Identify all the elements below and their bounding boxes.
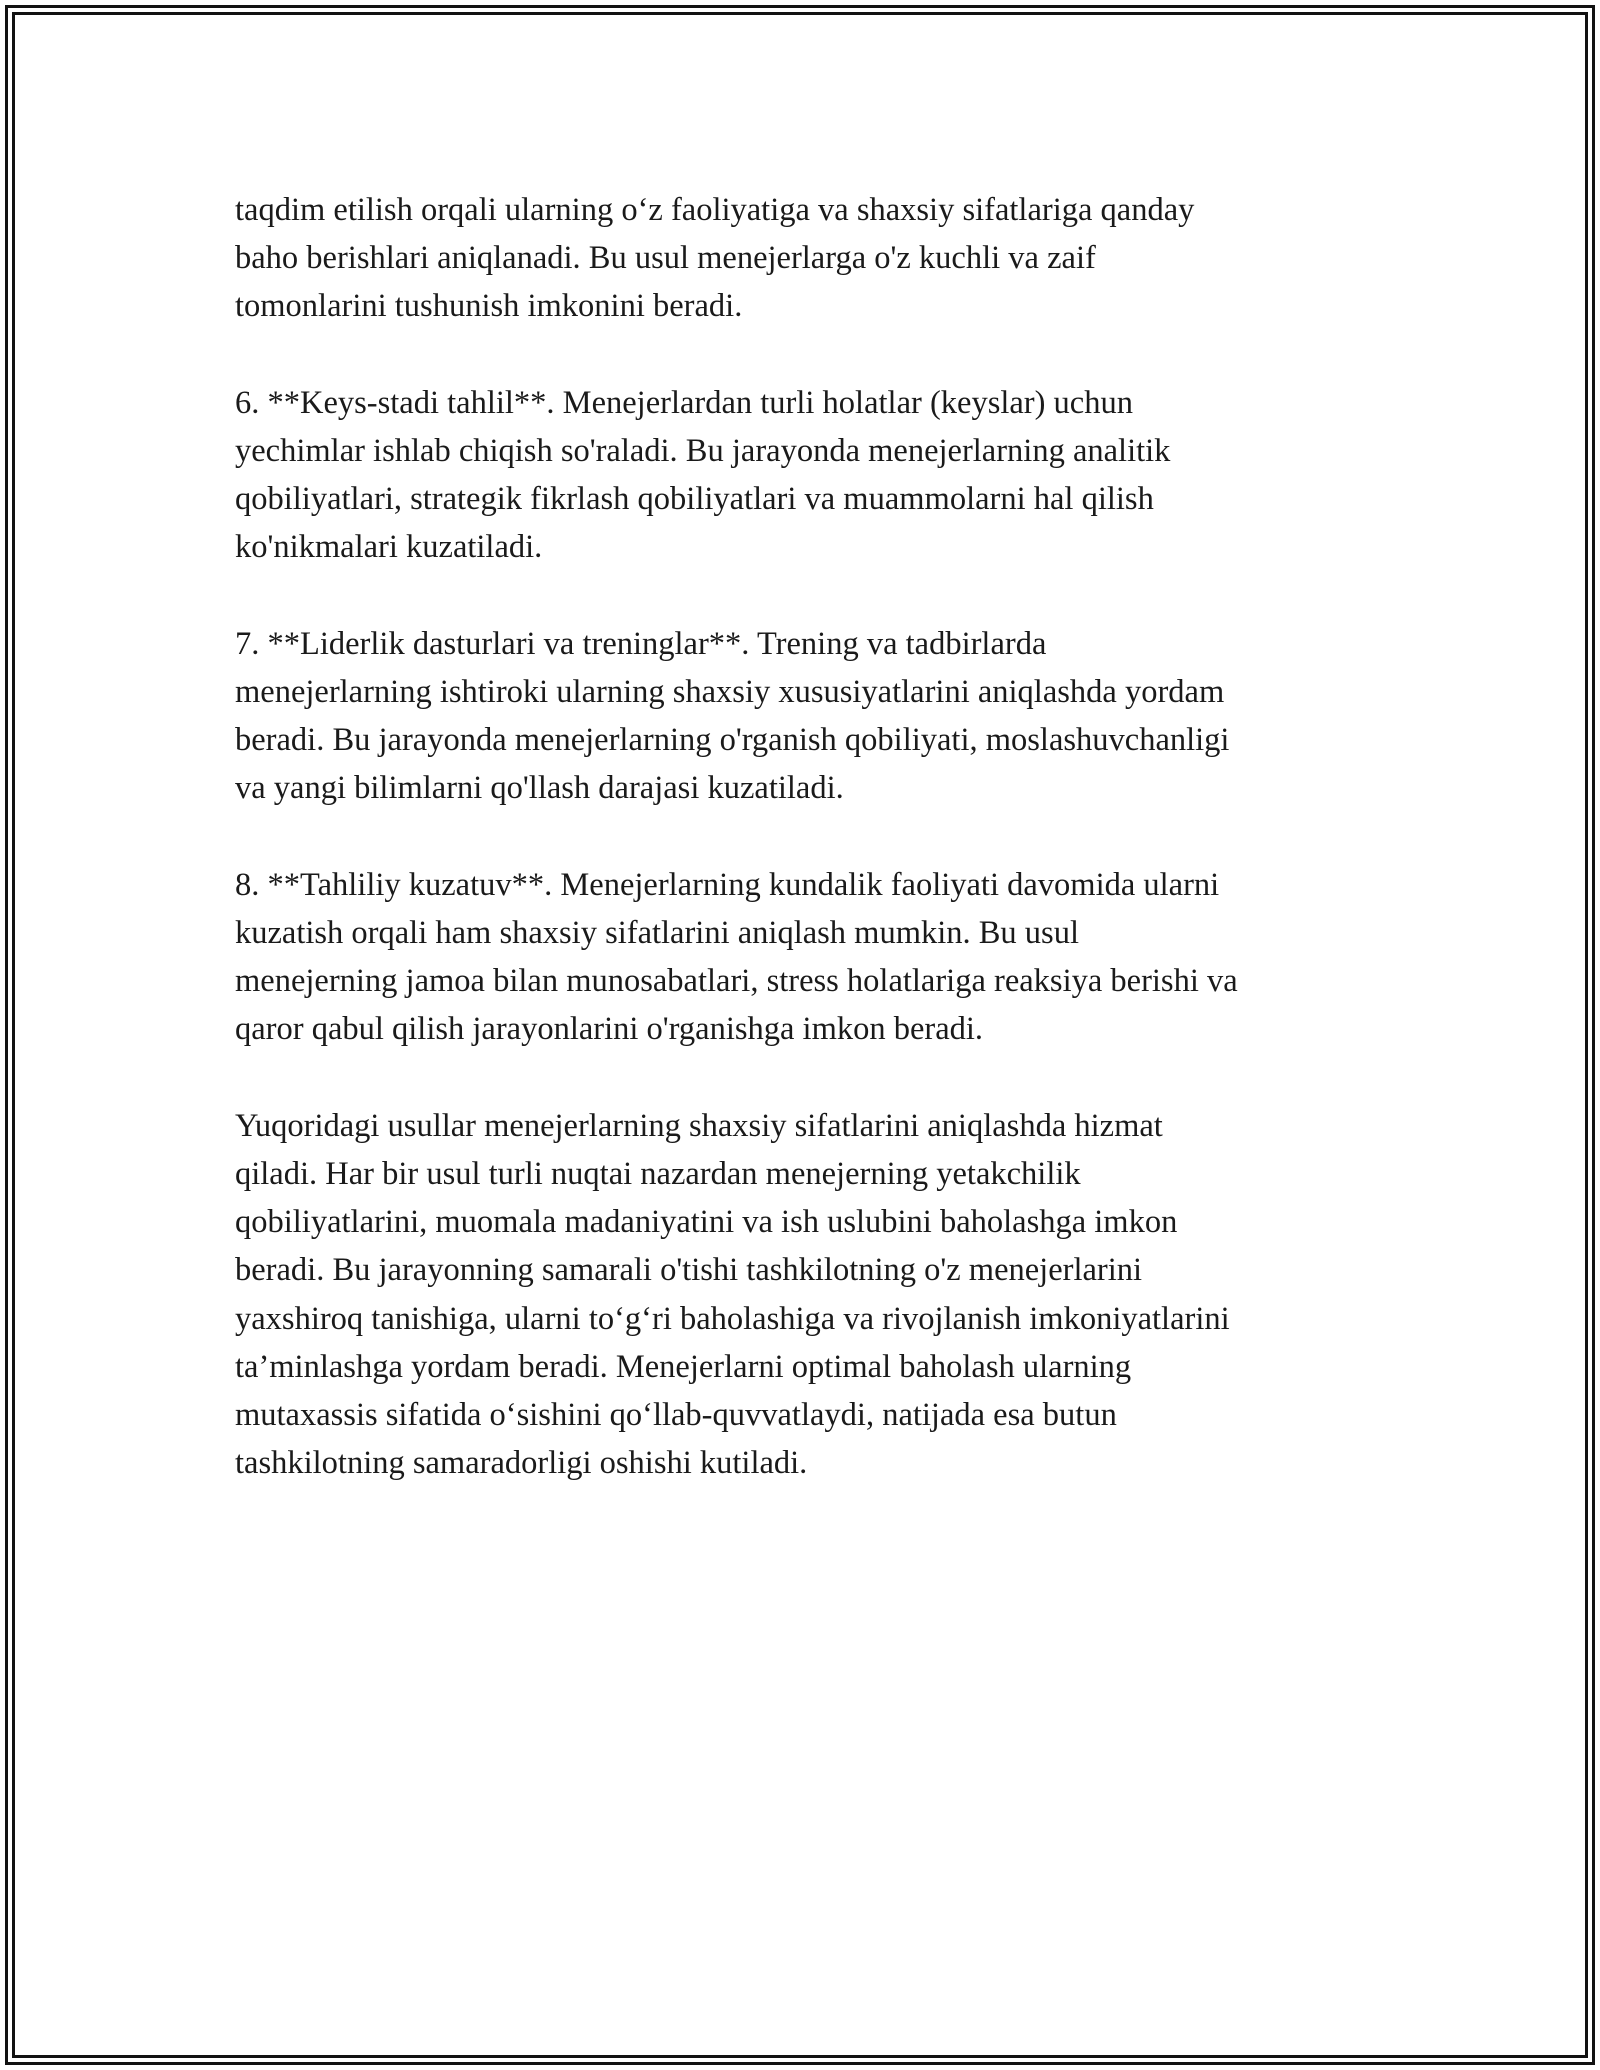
text-line: menejerlarning ishtiroki ularning shaxsiy xususiyatlarini aniqlashda yordam (235, 674, 1225, 710)
paragraph-conclusion (235, 1102, 1375, 1488)
paragraph-leadership-programs (235, 620, 1375, 813)
text-line: yaxshiroq tanishiga, ularni to‘g‘ri baholashiga va rivojlanish imkoniyatlarini (235, 1300, 1230, 1337)
text-line: mutaxassis sifatida o‘sishini qo‘llab-quvvatlaydi, natijada esa butun (235, 1397, 1117, 1434)
text-line: 6. **Keys-stadi tahlil**. Menejerlardan turli holatlar (keyslar) uchun (235, 384, 1133, 421)
text-line: qobiliyatlari, strategik fikrlash qobiliyatlari va muammolarni hal qilish (235, 481, 1154, 518)
text-line: baho berishlari aniqlanadi. Bu usul menejerlarga o'z kuchli va zaif (235, 240, 1096, 277)
paragraph-self-assessment-continued (235, 186, 1375, 331)
text-line: qobiliyatlarini, muomala madaniyatini va ish uslubini baholashga imkon (235, 1204, 1178, 1241)
text-line: tomonlarini tushunish imkonini beradi. (235, 288, 743, 325)
text-line: beradi. Bu jarayonning samarali o'tishi tashkilotning o'z menejerlarini (235, 1252, 1143, 1289)
text-line: qiladi. Har bir usul turli nuqtai nazardan menejerning yetakchilik (235, 1156, 1081, 1192)
text-line: yechimlar ishlab chiqish so'raladi. Bu jarayonda menejerlarning analitik (235, 433, 1171, 469)
text-line: kuzatish orqali ham shaxsiy sifatlarini aniqlash mumkin. Bu usul (235, 915, 1079, 951)
text-line: 8. **Tahliliy kuzatuv**. Menejerlarning kundalik faoliyati davomida ularni (235, 866, 1220, 903)
text-line: Yuqoridagi usullar menejerlarning shaxsiy sifatlarini aniqlashda hizmat (235, 1107, 1163, 1144)
text-line: tashkilotning samaradorligi oshishi kutiladi. (235, 1445, 808, 1482)
text-line: menejerning jamoa bilan munosabatlari, stress holatlariga reaksiya berishi va (235, 963, 1238, 1000)
document-body (235, 186, 1375, 1536)
text-line: taqdim etilish orqali ularning o‘z faoliyatiga va shaxsiy sifatlariga qanday (235, 192, 1195, 228)
text-line: qaror qabul qilish jarayonlarini o'rganishga imkon beradi. (235, 1011, 984, 1048)
text-line: ta’minlashga yordam beradi. Menejerlarni optimal baholash ularning (235, 1348, 1132, 1385)
paragraph-analytical-observation (235, 861, 1375, 1054)
paragraph-case-study (235, 379, 1375, 572)
text-line: ko'nikmalari kuzatiladi. (235, 529, 543, 566)
text-line: va yangi bilimlarni qo'llash darajasi kuzatiladi. (235, 770, 844, 807)
text-line: 7. **Liderlik dasturlari va treninglar**. Trening va tadbirlarda (235, 625, 1047, 662)
text-line: beradi. Bu jarayonda menejerlarning o'rganish qobiliyati, moslashuvchanligi (235, 722, 1230, 759)
